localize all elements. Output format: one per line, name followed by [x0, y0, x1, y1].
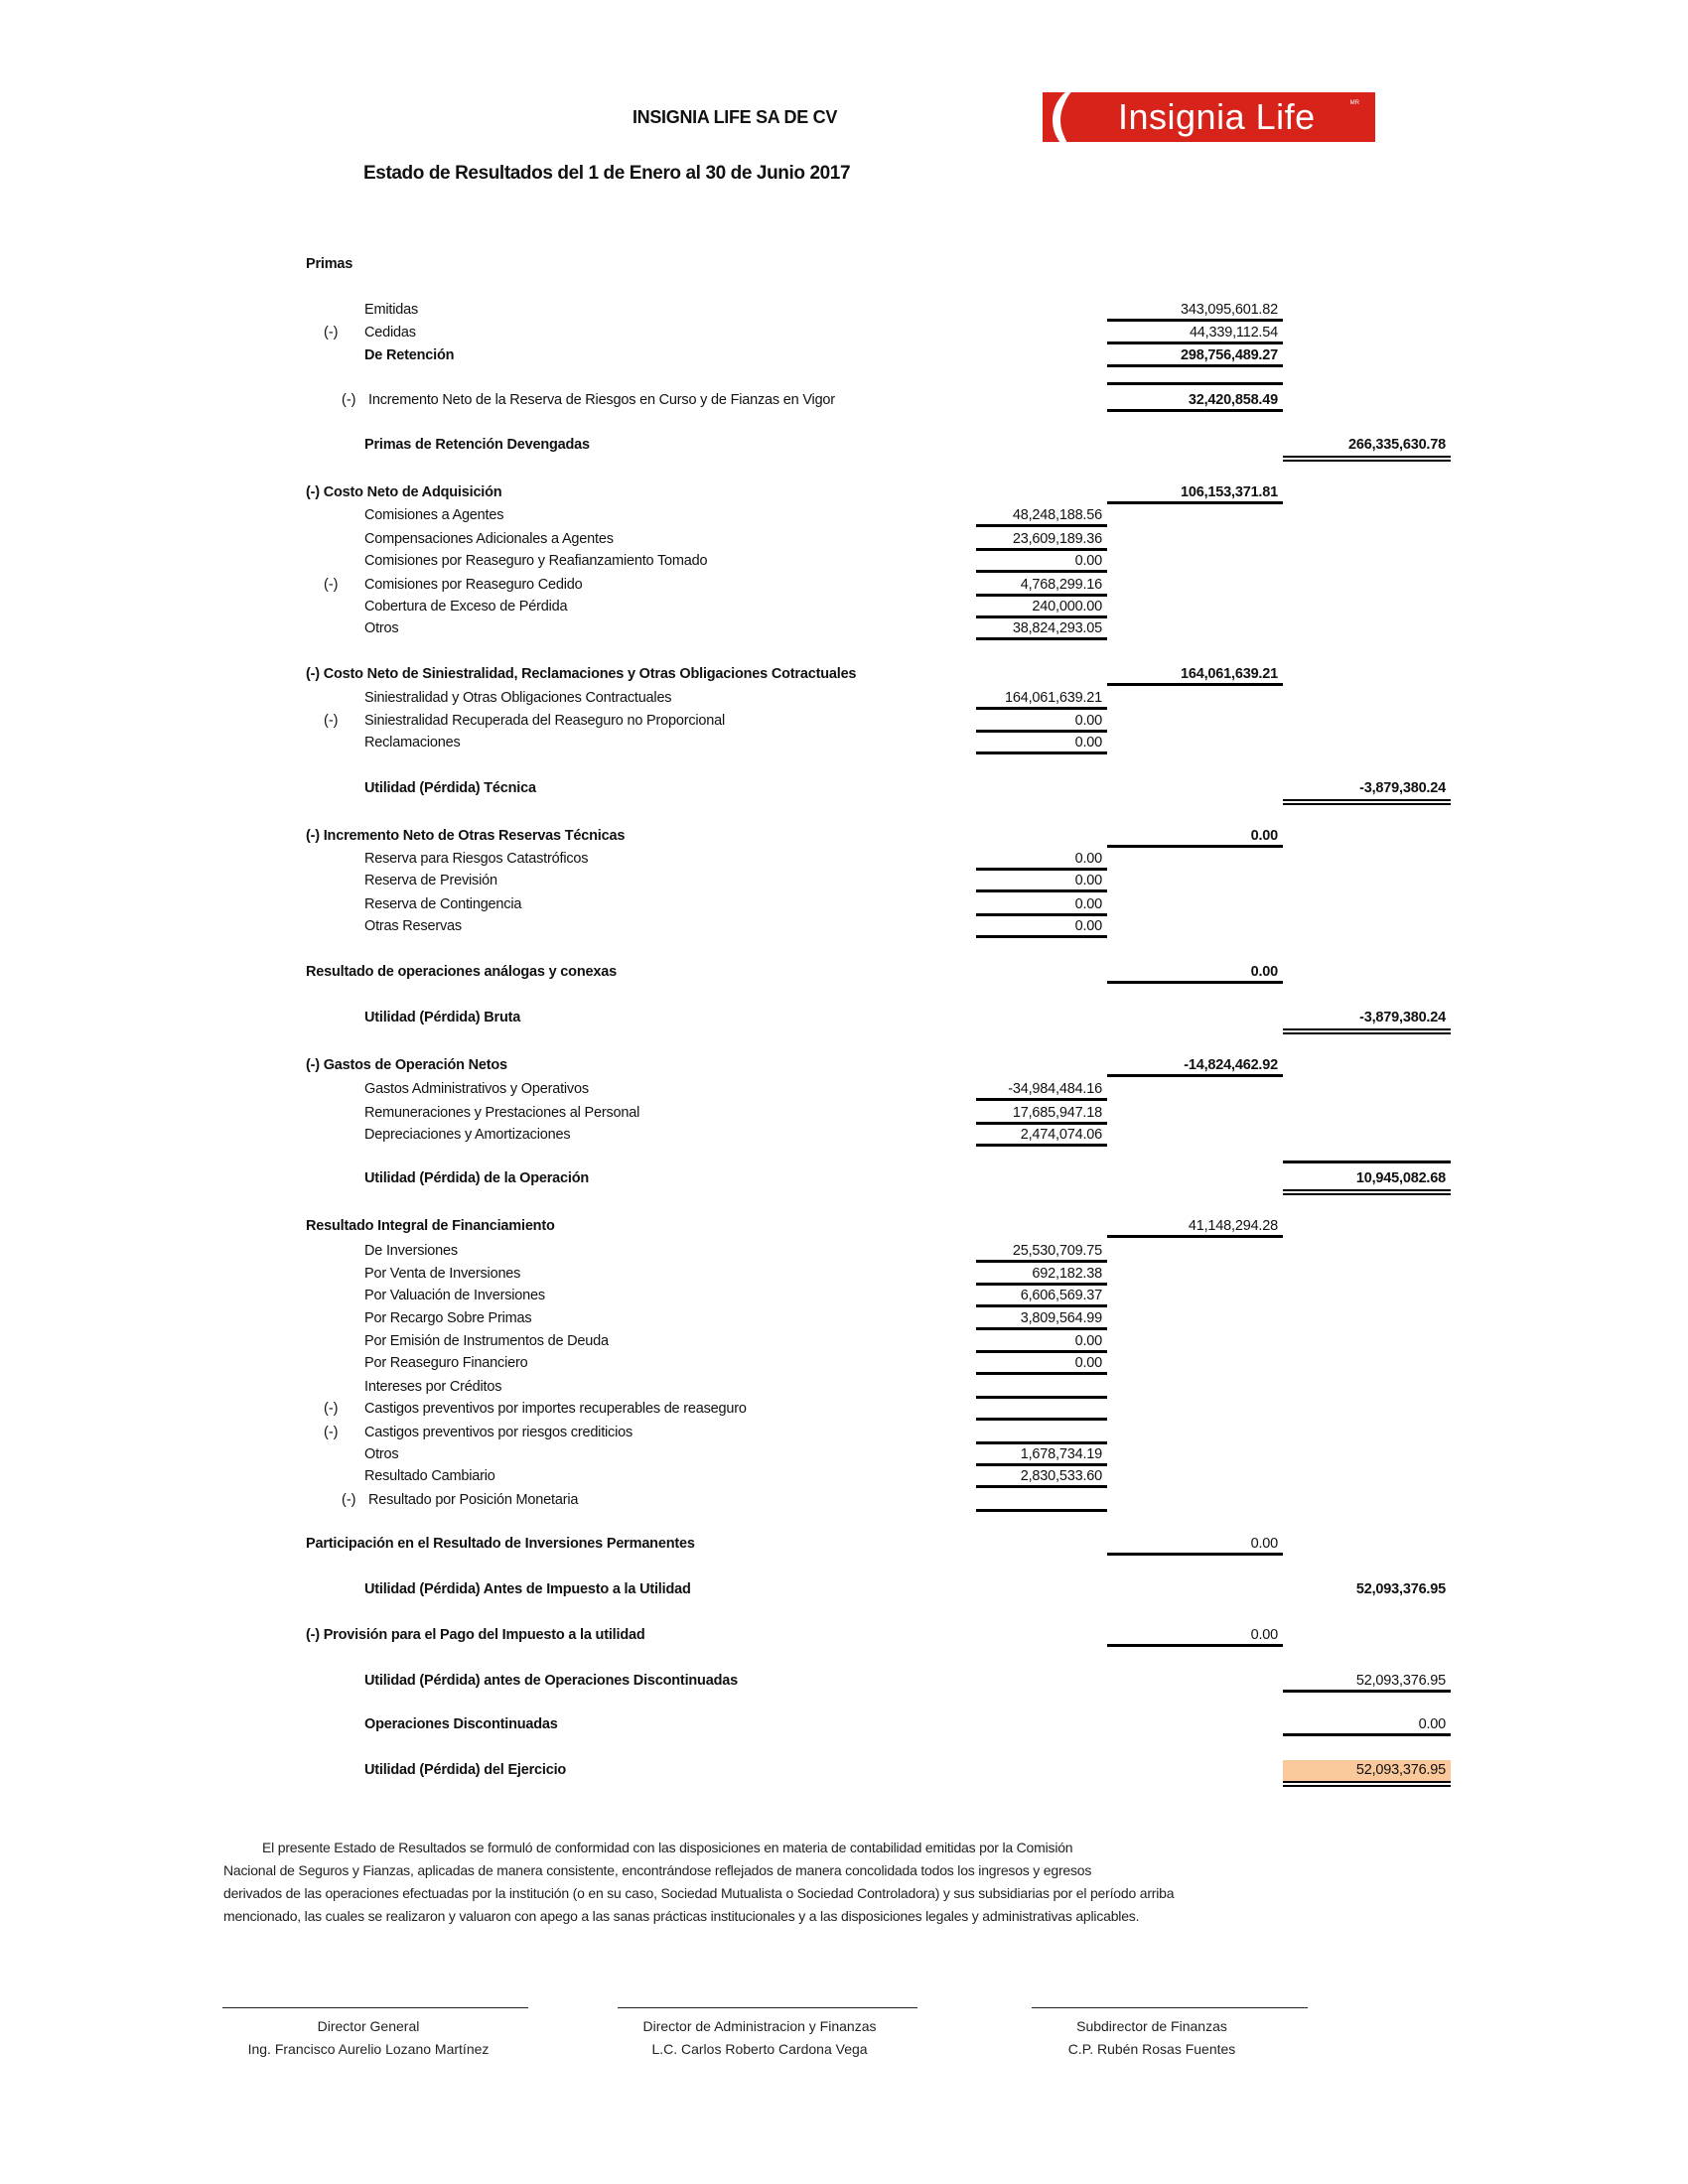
- statement-row: [0, 577, 1688, 599]
- row-value: 0.00: [1418, 1716, 1446, 1732]
- row-label: Intereses por Créditos: [364, 1379, 502, 1395]
- row-label: Utilidad (Pérdida) Técnica: [364, 780, 536, 796]
- underline-rule: [976, 1304, 1107, 1307]
- underline-rule: [1107, 1553, 1283, 1556]
- row-value: 0.00: [1250, 828, 1278, 844]
- underline-rule: [976, 1327, 1107, 1330]
- insignia-life-logo: [1043, 92, 1375, 142]
- statement-row: [0, 1673, 1688, 1695]
- statement-row: [0, 851, 1688, 873]
- statement-row: [0, 620, 1688, 642]
- paragraph-line: mencionado, las cuales se realizaron y valuaron con apego a las sanas prácticas institucionales y a las disposiciones legales y administrativas aplicables.: [223, 1908, 1140, 1924]
- paragraph-line: El presente Estado de Resultados se formuló de conformidad con las disposiciones en materia de contabilidad emitidas por la Comisión: [262, 1840, 1073, 1855]
- underline-rule: [1107, 845, 1283, 848]
- statement-row: [0, 507, 1688, 529]
- row-value: 106,153,371.81: [1181, 484, 1278, 500]
- overline-rule: [1283, 1160, 1451, 1163]
- row-value: 266,335,630.78: [1348, 437, 1446, 453]
- statement-row: [0, 553, 1688, 575]
- row-label: Utilidad (Pérdida) Bruta: [364, 1010, 521, 1025]
- statement-row: [0, 1333, 1688, 1355]
- row-value: 25,530,709.75: [1012, 1243, 1102, 1259]
- minus-prefix: (-): [342, 1492, 356, 1508]
- underline-rule: [976, 1098, 1107, 1101]
- row-value: -14,824,462.92: [1184, 1057, 1278, 1073]
- statement-row: [0, 484, 1688, 506]
- row-value: 52,093,376.95: [1355, 1581, 1446, 1597]
- row-label: Emitidas: [364, 302, 418, 318]
- underline-rule: [976, 548, 1107, 551]
- row-label: Cobertura de Exceso de Pérdida: [364, 599, 568, 614]
- row-label: Utilidad (Pérdida) antes de Operaciones Discontinuadas: [364, 1673, 738, 1689]
- row-label: Otras Reservas: [364, 918, 462, 934]
- row-label: (-) Gastos de Operación Netos: [306, 1057, 507, 1073]
- statement-row: [0, 1170, 1688, 1192]
- statement-row: [0, 1288, 1688, 1309]
- underline-rule: [976, 730, 1107, 733]
- row-value: 6,606,569.37: [1020, 1288, 1102, 1303]
- double-underline-rule: [1283, 1028, 1451, 1034]
- row-label: Por Reaseguro Financiero: [364, 1355, 528, 1371]
- signature-director-general: [212, 2015, 524, 2061]
- row-label: (-) Costo Neto de Adquisición: [306, 484, 502, 500]
- row-value: 298,756,489.27: [1181, 347, 1278, 363]
- row-value: 0.00: [1074, 1333, 1102, 1349]
- row-label: Por Venta de Inversiones: [364, 1266, 521, 1282]
- row-value: 692,182.38: [1032, 1266, 1102, 1282]
- underline-rule: [1107, 1074, 1283, 1077]
- underline-rule: [1107, 364, 1283, 367]
- underline-rule: [976, 615, 1107, 618]
- row-value: -3,879,380.24: [1359, 780, 1446, 796]
- statement-row: [0, 1310, 1688, 1332]
- row-value: 0.00: [1074, 553, 1102, 569]
- statement-row: [0, 1762, 1688, 1784]
- row-label: Otros: [364, 1446, 399, 1462]
- statement-row: [0, 1057, 1688, 1079]
- statement-row: [0, 918, 1688, 940]
- underline-rule: [1107, 501, 1283, 504]
- statement-row: [0, 347, 1688, 369]
- underline-rule: [976, 935, 1107, 938]
- statement-row: [0, 1492, 1688, 1514]
- row-value: -3,879,380.24: [1359, 1010, 1446, 1025]
- statement-row: [0, 1218, 1688, 1240]
- underline-rule: [976, 1396, 1107, 1399]
- row-label: Cedidas: [364, 325, 416, 341]
- statement-row: [0, 437, 1688, 459]
- double-underline-rule: [1283, 456, 1451, 462]
- logo-text: Insignia Life: [1118, 96, 1316, 137]
- underline-rule: [976, 570, 1107, 573]
- underline-rule: [976, 1122, 1107, 1125]
- row-label: Comisiones a Agentes: [364, 507, 504, 523]
- underline-rule: [1107, 683, 1283, 686]
- row-label: Participación en el Resultado de Inversiones Permanentes: [306, 1536, 695, 1552]
- statement-row: [0, 1266, 1688, 1288]
- row-label: Utilidad (Pérdida) del Ejercicio: [364, 1762, 567, 1778]
- row-label: Resultado Integral de Financiamiento: [306, 1218, 555, 1234]
- signature-line: [618, 2007, 917, 2008]
- row-value: 2,474,074.06: [1020, 1127, 1102, 1143]
- row-value: 23,609,189.36: [1012, 531, 1102, 547]
- row-value: 0.00: [1250, 1536, 1278, 1552]
- row-value: 0.00: [1250, 1627, 1278, 1643]
- signature-line: [1032, 2007, 1308, 2008]
- signature-name: C.P. Rubén Rosas Fuentes: [1067, 2041, 1236, 2057]
- row-label: Incremento Neto de la Reserva de Riesgos en Curso y de Fianzas en Vigor: [368, 392, 835, 408]
- row-value: 4,768,299.16: [1020, 577, 1102, 593]
- row-label: Por Emisión de Instrumentos de Deuda: [364, 1333, 609, 1349]
- underline-rule: [976, 1283, 1107, 1286]
- underline-rule: [1283, 1733, 1451, 1736]
- minus-prefix: (-): [324, 713, 339, 729]
- statement-row: [0, 256, 1688, 278]
- underline-rule: [1107, 1644, 1283, 1647]
- row-label: Comisiones por Reaseguro Cedido: [364, 577, 583, 593]
- statement-row: [0, 1127, 1688, 1149]
- statement-row: [0, 666, 1688, 688]
- double-underline-rule: [1283, 1189, 1451, 1195]
- statement-row: [0, 392, 1688, 414]
- row-value: 0.00: [1074, 851, 1102, 867]
- underline-rule: [976, 889, 1107, 892]
- underline-rule: [976, 1372, 1107, 1375]
- signature-name: Ing. Francisco Aurelio Lozano Martínez: [247, 2041, 490, 2057]
- statement-row: [0, 1627, 1688, 1649]
- row-label: Operaciones Discontinuadas: [364, 1716, 558, 1732]
- statement-row: [0, 735, 1688, 756]
- underline-rule: [1107, 341, 1283, 344]
- statement-row: [0, 1105, 1688, 1127]
- row-value: 1,678,734.19: [1020, 1446, 1102, 1462]
- row-label: Primas de Retención Devengadas: [364, 437, 590, 453]
- double-underline-rule: [1283, 799, 1451, 805]
- underline-rule: [1107, 319, 1283, 322]
- underline-rule: [976, 1144, 1107, 1147]
- row-label: Depreciaciones y Amortizaciones: [364, 1127, 571, 1143]
- statement-row: [0, 1446, 1688, 1468]
- row-label: Resultado por Posición Monetaria: [368, 1492, 579, 1508]
- row-value: 0.00: [1074, 735, 1102, 751]
- statement-row: [0, 1536, 1688, 1558]
- row-label: Reserva de Previsión: [364, 873, 497, 888]
- signature-title: Director de Administracion y Finanzas: [642, 2018, 877, 2034]
- statement-row: [0, 1716, 1688, 1738]
- minus-prefix: (-): [342, 392, 356, 408]
- row-label: Reserva de Contingencia: [364, 896, 522, 912]
- row-value: 0.00: [1074, 918, 1102, 934]
- underline-rule: [976, 524, 1107, 527]
- signature-director-finanzas: [608, 2015, 912, 2061]
- row-label: Reserva para Riesgos Catastróficos: [364, 851, 589, 867]
- underline-rule: [976, 1350, 1107, 1353]
- underline-rule: [976, 868, 1107, 871]
- row-value: 0.00: [1250, 964, 1278, 980]
- statement-row: [0, 896, 1688, 918]
- statement-row: [0, 780, 1688, 802]
- underline-rule: [976, 1418, 1107, 1421]
- underline-rule: [976, 1509, 1107, 1512]
- logo-mark: MR: [1349, 100, 1359, 106]
- row-value: 0.00: [1074, 896, 1102, 912]
- row-value: 48,248,188.56: [1012, 507, 1102, 523]
- underline-rule: [976, 1441, 1107, 1444]
- row-value: 0.00: [1074, 713, 1102, 729]
- minus-prefix: (-): [324, 1425, 339, 1440]
- row-label: Por Valuación de Inversiones: [364, 1288, 545, 1303]
- row-label: Remuneraciones y Prestaciones al Personal: [364, 1105, 640, 1121]
- row-value: 41,148,294.28: [1188, 1218, 1278, 1234]
- signature-subdirector-finanzas: [1023, 2015, 1281, 2061]
- statement-row: [0, 1010, 1688, 1031]
- row-label: (-) Costo Neto de Siniestralidad, Reclamaciones y Otras Obligaciones Cotractuales: [306, 666, 857, 682]
- row-label: De Retención: [364, 347, 455, 363]
- row-label: Resultado Cambiario: [364, 1468, 495, 1484]
- signature-title: Director General: [317, 2018, 420, 2034]
- row-value: 343,095,601.82: [1181, 302, 1278, 318]
- row-value: 164,061,639.21: [1005, 690, 1102, 706]
- signature-title: Subdirector de Finanzas: [1076, 2018, 1227, 2034]
- row-label: Resultado de operaciones análogas y conexas: [306, 964, 617, 980]
- row-label: Castigos preventivos por importes recuperables de reaseguro: [364, 1401, 747, 1417]
- row-value: 52,093,376.95: [1355, 1673, 1446, 1689]
- minus-prefix: (-): [324, 325, 339, 341]
- statement-row: [0, 1401, 1688, 1423]
- row-label: Utilidad (Pérdida) Antes de Impuesto a la Utilidad: [364, 1581, 691, 1597]
- statement-row: [0, 1581, 1688, 1603]
- underline-rule: [976, 1463, 1107, 1466]
- minus-prefix: (-): [324, 1401, 339, 1417]
- statement-row: [0, 1379, 1688, 1401]
- row-label: (-) Provisión para el Pago del Impuesto a la utilidad: [306, 1627, 645, 1643]
- row-label: Siniestralidad Recuperada del Reaseguro no Proporcional: [364, 713, 726, 729]
- paragraph-line: Nacional de Seguros y Fianzas, aplicadas de manera consistente, encontrándose reflejados de manera concolidada todos los ingresos y egresos: [223, 1862, 1092, 1878]
- underline-rule: [1107, 1235, 1283, 1238]
- row-value: 52,093,376.95: [1355, 1762, 1446, 1778]
- row-label: Reclamaciones: [364, 735, 461, 751]
- paragraph-line: derivados de las operaciones efectuadas por la institución (o en su caso, Sociedad Mutualista o Sociedad Controladora) y sus subsidiarias por el período arriba: [223, 1885, 1175, 1901]
- statement-row: [0, 873, 1688, 894]
- row-label: Utilidad (Pérdida) de la Operación: [364, 1170, 590, 1186]
- row-label: Otros: [364, 620, 399, 636]
- row-label: Castigos preventivos por riesgos crediticios: [364, 1425, 633, 1440]
- statement-row: [0, 531, 1688, 553]
- statement-row: [0, 302, 1688, 324]
- row-value: 164,061,639.21: [1181, 666, 1278, 682]
- underline-rule: [976, 1260, 1107, 1263]
- row-value: 17,685,947.18: [1012, 1105, 1102, 1121]
- statement-row: [0, 713, 1688, 735]
- row-value: 44,339,112.54: [1189, 325, 1278, 341]
- row-value: -34,984,484.16: [1008, 1081, 1102, 1097]
- statement-row: [0, 1425, 1688, 1446]
- underline-rule: [976, 594, 1107, 597]
- row-value: 10,945,082.68: [1355, 1170, 1446, 1186]
- row-value: 32,420,858.49: [1188, 392, 1278, 408]
- company-title: INSIGNIA LIFE SA DE CV: [632, 107, 838, 127]
- underline-rule: [976, 707, 1107, 710]
- underline-rule: [976, 637, 1107, 640]
- underline-rule: [976, 751, 1107, 754]
- underline-rule: [1283, 1690, 1451, 1693]
- row-label: Siniestralidad y Otras Obligaciones Contractuales: [364, 690, 672, 706]
- row-value: 3,809,564.99: [1020, 1310, 1102, 1326]
- row-label: De Inversiones: [364, 1243, 458, 1259]
- statement-row: [0, 828, 1688, 850]
- overline-rule: [1107, 382, 1283, 385]
- statement-row: [0, 964, 1688, 986]
- row-label: Primas: [306, 256, 353, 272]
- minus-prefix: (-): [324, 577, 339, 593]
- underline-rule: [976, 1485, 1107, 1488]
- double-underline-rule: [1283, 1781, 1451, 1787]
- row-label: Compensaciones Adicionales a Agentes: [364, 531, 614, 547]
- statement-row: [0, 1243, 1688, 1265]
- row-value: 2,830,533.60: [1020, 1468, 1102, 1484]
- signature-name: L.C. Carlos Roberto Cardona Vega: [651, 2041, 868, 2057]
- row-value: 0.00: [1074, 873, 1102, 888]
- underline-rule: [976, 913, 1107, 916]
- row-label: Por Recargo Sobre Primas: [364, 1310, 532, 1326]
- statement-row: [0, 599, 1688, 620]
- disclosure-paragraph: [223, 1837, 1326, 1928]
- statement-row: [0, 1355, 1688, 1377]
- row-label: Comisiones por Reaseguro y Reafianzamiento Tomado: [364, 553, 708, 569]
- row-value: 0.00: [1074, 1355, 1102, 1371]
- statement-row: [0, 1081, 1688, 1103]
- underline-rule: [1107, 981, 1283, 984]
- underline-rule: [1107, 409, 1283, 412]
- statement-row: [0, 690, 1688, 712]
- signature-line: [222, 2007, 528, 2008]
- row-label: (-) Incremento Neto de Otras Reservas Técnicas: [306, 828, 626, 844]
- row-label: Gastos Administrativos y Operativos: [364, 1081, 589, 1097]
- statement-row: [0, 325, 1688, 346]
- statement-row: [0, 1468, 1688, 1490]
- row-value: 38,824,293.05: [1012, 620, 1102, 636]
- statement-subtitle: Estado de Resultados del 1 de Enero al 30 de Junio 2017: [363, 163, 851, 184]
- row-value: 240,000.00: [1032, 599, 1102, 614]
